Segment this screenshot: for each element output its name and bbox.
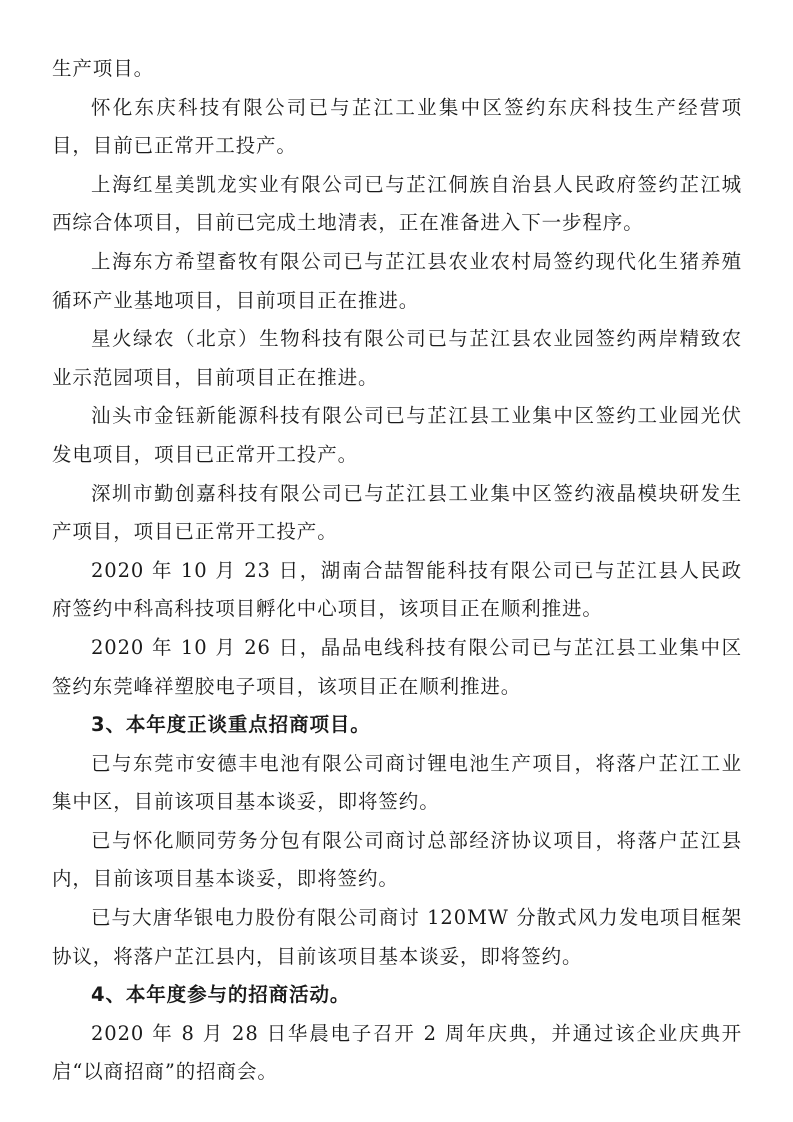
paragraph-huachen-anniversary: 2020 年 8 月 28 日华晨电子召开 2 周年庆典，并通过该企业庆典开启“以商招商”的招商会。 (52, 1021, 742, 1084)
paragraph-east-hope: 上海东方希望畜牧有限公司已与芷江县农业农村局签约现代化生猪养殖循环产业基地项目，目前项目正在推进。 (52, 249, 742, 312)
paragraph-dongqing: 怀化东庆科技有限公司已与芷江工业集中区签约东庆科技生产经营项目，目前已正常开工投产。 (52, 95, 742, 158)
section-heading-4: 4、本年度参与的招商活动。 (91, 983, 351, 1007)
paragraph-shuntong-labor: 已与怀化顺同劳务分包有限公司商讨总部经济协议项目，将落户芷江县内，目前该项目基本谈妥，即将签约。 (52, 828, 742, 891)
paragraph-jinyu-energy: 汕头市金钰新能源科技有限公司已与芷江县工业集中区签约工业园光伏发电项目，项目已正常开工投产。 (52, 404, 742, 466)
paragraph-hezhe-smart: 2020 年 10 月 23 日，湖南合喆智能科技有限公司已与芷江县人民政府签约中科高科技项目孵化中心项目，该项目正在顺利推进。 (52, 558, 742, 621)
paragraph-xinghuo-lvnong: 星火绿农（北京）生物科技有限公司已与芷江县农业园签约两岸精致农业示范园项目，目前项目正在推进。 (52, 327, 742, 389)
paragraph-jingpin-wire: 2020 年 10 月 26 日，晶品电线科技有限公司已与芷江县工业集中区签约东莞峰祥塑胶电子项目，该项目正在顺利推进。 (52, 635, 742, 698)
section-heading-3: 3、本年度正谈重点招商项目。 (91, 713, 371, 737)
paragraph-continuation: 生产项目。 (52, 57, 155, 80)
document-page (52, 50, 742, 1092)
paragraph-qinchuangjia: 深圳市勤创嘉科技有限公司已与芷江县工业集中区签约液晶模块研发生产项目，项目已正常开工投产。 (52, 481, 742, 544)
paragraph-red-star-macalline: 上海红星美凯龙实业有限公司已与芷江侗族自治县人民政府签约芷江城西综合体项目，目前已完成土地清表，正在准备进入下一步程序。 (52, 172, 742, 235)
paragraph-andefeng-battery: 已与东莞市安德丰电池有限公司商讨锂电池生产项目，将落户芷江工业集中区，目前该项目基本谈妥，即将签约。 (52, 751, 742, 814)
paragraph-datang-huayin: 已与大唐华银电力股份有限公司商讨 120MW 分散式风力发电项目框架协议，将落户芷江县内，目前该项目基本谈妥，即将签约。 (52, 906, 742, 968)
